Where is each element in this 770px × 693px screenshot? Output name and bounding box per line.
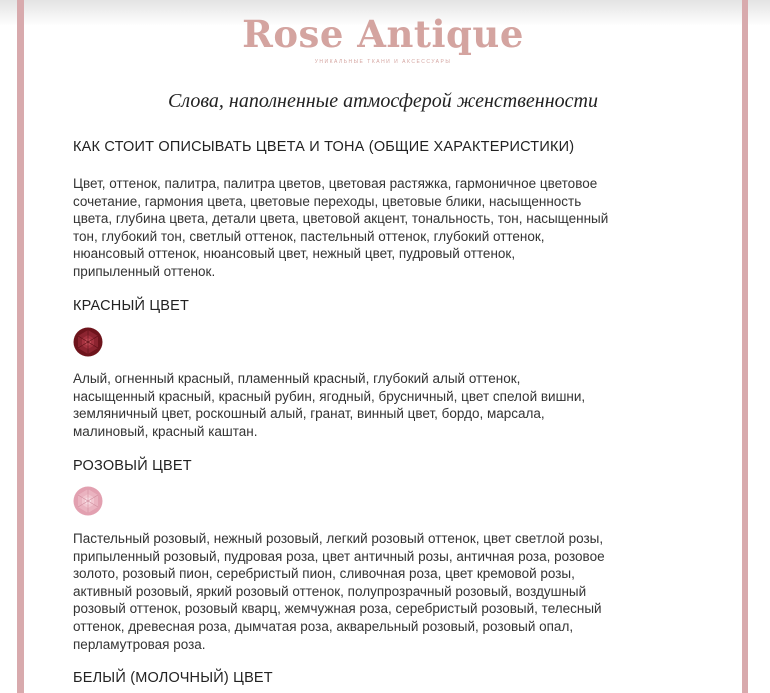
section-text-pink	[73, 530, 713, 653]
text-line: Алый, огненный красный, пламенный красный, глубокий алый оттенок,	[73, 371, 521, 386]
text-line: цвета, глубина цвета, детали цвета, цветовой акцент, тональность, тон, насыщенный	[73, 211, 609, 227]
text-line: сочетание, гармония цвета, цветовые переходы, цветовые блики, насыщенность	[73, 193, 582, 209]
text-line: Пастельный розовый, нежный розовый, легкий розовый оттенок, цвет светлой розы,	[73, 531, 604, 546]
text-line: малиновый, красный каштан.	[73, 423, 258, 439]
section-heading-general: КАК СТОИТ ОПИСЫВАТЬ ЦВЕТА И ТОНА (ОБЩИЕ ХАРАКТЕРИСТИКИ)	[73, 139, 575, 155]
section-heading-pink: РОЗОВЫЙ ЦВЕТ	[73, 458, 192, 474]
text-line: припыленный розовый, пудровая роза, цвет античный розы, античная роза, розовое	[73, 548, 605, 564]
text-line: припыленный оттенок.	[73, 263, 216, 279]
text-line: оттенок, древесная роза, дымчатая роза, акварельный розовый, розовый опал,	[73, 618, 574, 634]
text-line: Цвет, оттенок, палитра, палитра цветов, цветовая растяжка, гармоничное цветовое	[73, 176, 598, 191]
text-line: розовый оттенок, розовый кварц, жемчужная роза, серебристый розовый, телесный	[73, 601, 602, 617]
text-line: золото, розовый пион, серебристый пион, сливочная роза, цвет кремовой розы,	[73, 566, 575, 582]
text-line: земляничный цвет, роскошный алый, гранат, винный цвет, бордо, марсала,	[73, 406, 545, 422]
red-gem-icon	[73, 327, 103, 357]
left-page-border	[17, 0, 24, 693]
section-heading-white: БЕЛЫЙ (МОЛОЧНЫЙ) ЦВЕТ	[73, 670, 273, 686]
text-line: тон, глубокий тон, светлый оттенок, пастельный оттенок, глубокий оттенок,	[73, 228, 545, 244]
pink-gem-icon	[73, 486, 103, 516]
text-line: активный розовый, яркий розовый оттенок, полупрозрачный розовый, воздушный	[73, 583, 587, 599]
section-text-red	[73, 370, 713, 440]
brand-logo: Rose Antique	[242, 12, 524, 56]
text-line: насыщенный красный, красный рубин, ягодный, брусничный, цвет спелой вишни,	[73, 388, 586, 404]
section-heading-red: КРАСНЫЙ ЦВЕТ	[73, 298, 190, 314]
text-line: перламутровая роза.	[73, 636, 206, 652]
page-subtitle: Слова, наполненные атмосферой женственности	[168, 90, 598, 112]
section-text-general	[73, 175, 713, 281]
right-page-border	[742, 0, 748, 693]
document-page	[24, 0, 742, 693]
text-line: нюансовый оттенок, нюансовый цвет, нежный цвет, пудровый оттенок,	[73, 246, 516, 262]
brand-tagline: УНИКАЛЬНЫЕ ТКАНИ И АКСЕССУАРЫ	[314, 59, 452, 65]
